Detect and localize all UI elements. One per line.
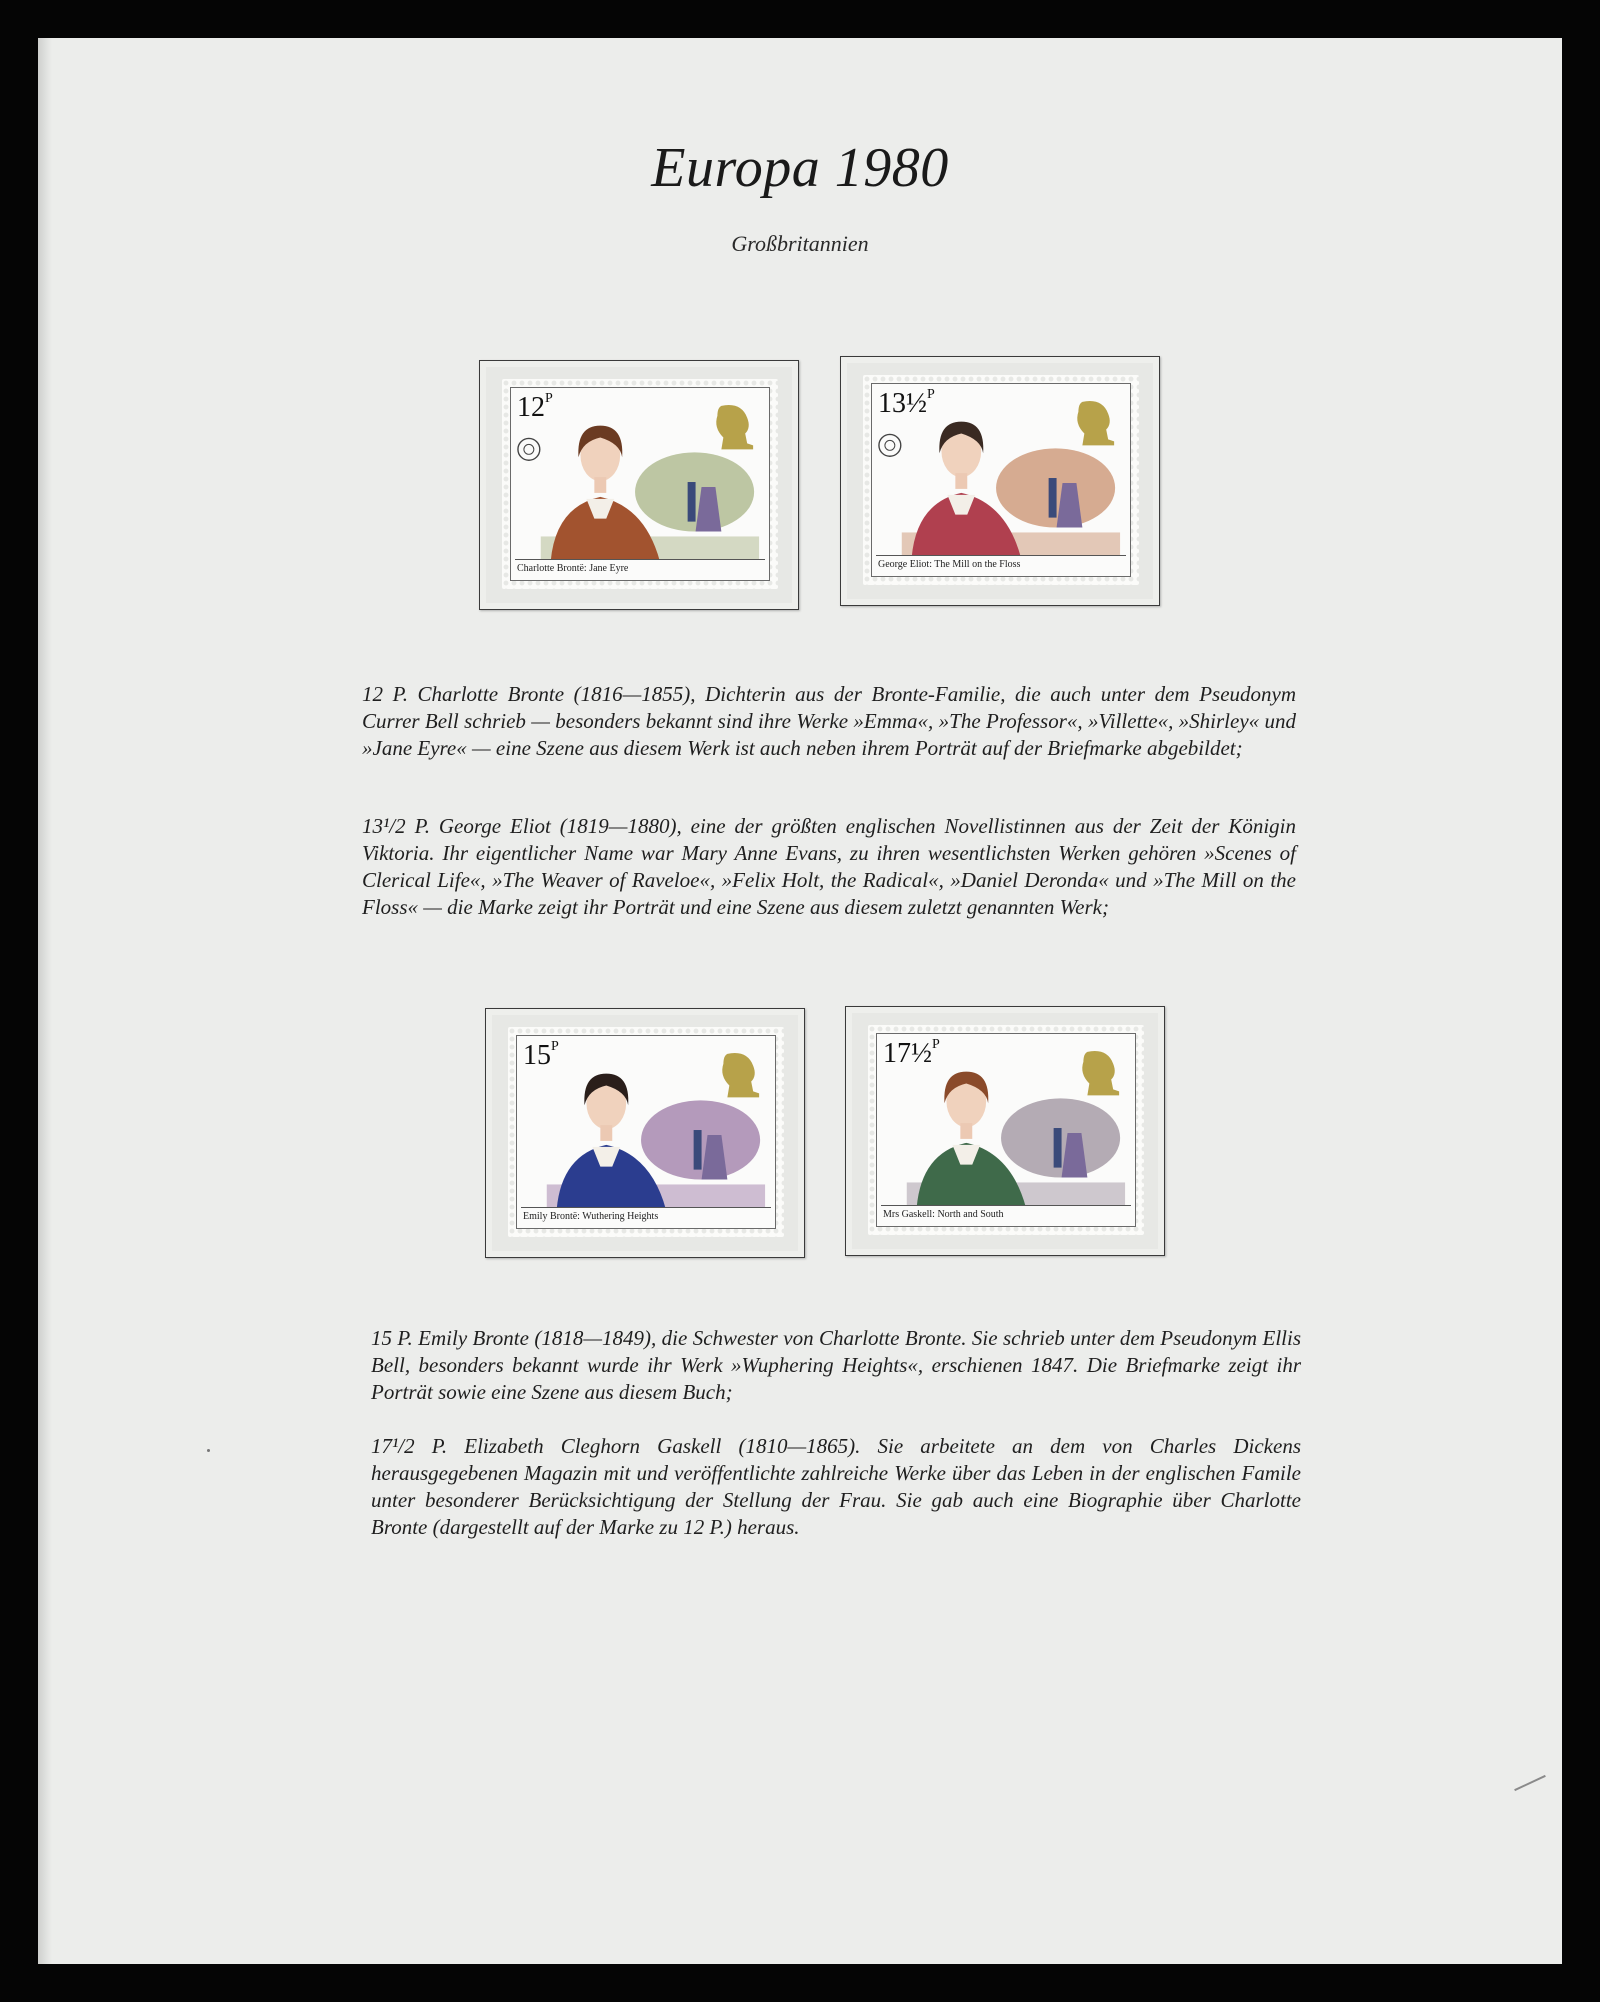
portrait-neck [594, 477, 606, 493]
page-edge-shadow [38, 38, 52, 1964]
stamp[interactable] [502, 379, 778, 589]
stamp-mount-2 [840, 356, 1160, 606]
page-subtitle: Großbritannien [731, 231, 869, 256]
stamp-value: 13½$^P$ [878, 387, 935, 419]
portrait-neck [955, 473, 967, 489]
europa-logo-inner [885, 440, 895, 450]
page-speck [207, 1449, 210, 1452]
stamp-design [510, 387, 770, 581]
stamp-design [871, 383, 1131, 577]
stamp-mount-3 [485, 1008, 805, 1258]
portrait-neck [600, 1125, 612, 1141]
stamp-caption: George Eliot: The Mill on the Floss [876, 555, 1126, 574]
stamp-caption: Emily Brontë: Wuthering Heights [521, 1207, 771, 1226]
stamp-value: 17½$^P$ [883, 1037, 940, 1069]
description-13-5p: 13¹/2 P. George Eliot (1819—1880), eine der größten englischen Novellistinnen aus der Zeit der Königin Viktoria. Ihr eigentlicher Name war Mary Anne Evans, zu ihren wesentlichsten Werken gehören »Scenes of Clerical Life«, »The Weaver of Raveloe«, »Felix Holt, the Radical«, »Daniel Deronda« und »The Mill on the Floss« — die Marke zeigt ihr Porträt und eine Szene aus diesem zuletzt genannten Werk; [362, 814, 1296, 919]
description-15p: 15 P. Emily Bronte (1818—1849), die Schwester von Charlotte Bronte. Sie schrieb unter dem Pseudonym Ellis Bell, besonders bekannt wurde ihr Werk »Wuphering Heights«, erschienen 1847. Die Briefmarke zeigt ihr Porträt sowie eine Szene aus diesem Buch; [371, 1326, 1301, 1404]
stamp-caption: Mrs Gaskell: North and South [881, 1205, 1131, 1224]
page-scratch [1514, 1775, 1546, 1791]
stamp[interactable] [868, 1025, 1144, 1235]
stamp-mount-4 [845, 1006, 1165, 1256]
page-title: Europa 1980 [651, 137, 949, 199]
stamp-caption: Charlotte Brontë: Jane Eyre [515, 559, 765, 578]
queen-head-silhouette [716, 405, 753, 449]
album-page [38, 38, 1562, 1964]
scene-figure [1054, 1128, 1062, 1168]
europa-logo-inner [524, 444, 534, 454]
scene-figure [688, 482, 696, 522]
stamp-design [876, 1033, 1136, 1227]
stamp-value: $15^P$ [523, 1039, 559, 1071]
portrait-neck [960, 1123, 972, 1139]
scene-figure [1049, 478, 1057, 518]
scene-figure [694, 1130, 702, 1170]
queen-head-silhouette [1082, 1051, 1119, 1095]
europa-logo-icon [518, 438, 540, 460]
stamp[interactable] [508, 1027, 784, 1237]
queen-head-silhouette [1077, 401, 1114, 445]
stamp-value: $12^P$ [517, 391, 553, 423]
description-12p: 12 P. Charlotte Bronte (1816—1855), Dichterin aus der Bronte-Familie, die auch unter dem Pseudonym Currer Bell schrieb — besonders bekannt sind ihre Werke »Emma«, »The Professor«, »Villette«, »Shirley« und »Jane Eyre« — eine Szene aus diesem Werk ist auch neben ihrem Porträt auf der Briefmarke abgebildet; [362, 682, 1296, 760]
stamp-mount-1 [479, 360, 799, 610]
description-17-5p: 17¹/2 P. Elizabeth Cleghorn Gaskell (1810—1865). Sie arbeitete an dem von Charles Dickens herausgegebenen Magazin mit und veröffentlichte zahlreiche Werke über das Leben in der englischen Famile unter besonderer Berücksichtigung der Stellung der Frau. Sie gab auch eine Biographie über Charlotte Bronte (dargestellt auf der Marke zu 12 P.) heraus. [371, 1434, 1301, 1539]
europa-logo-icon [879, 434, 901, 456]
stamp[interactable] [863, 375, 1139, 585]
queen-head-silhouette [722, 1053, 759, 1097]
stamp-design [516, 1035, 776, 1229]
